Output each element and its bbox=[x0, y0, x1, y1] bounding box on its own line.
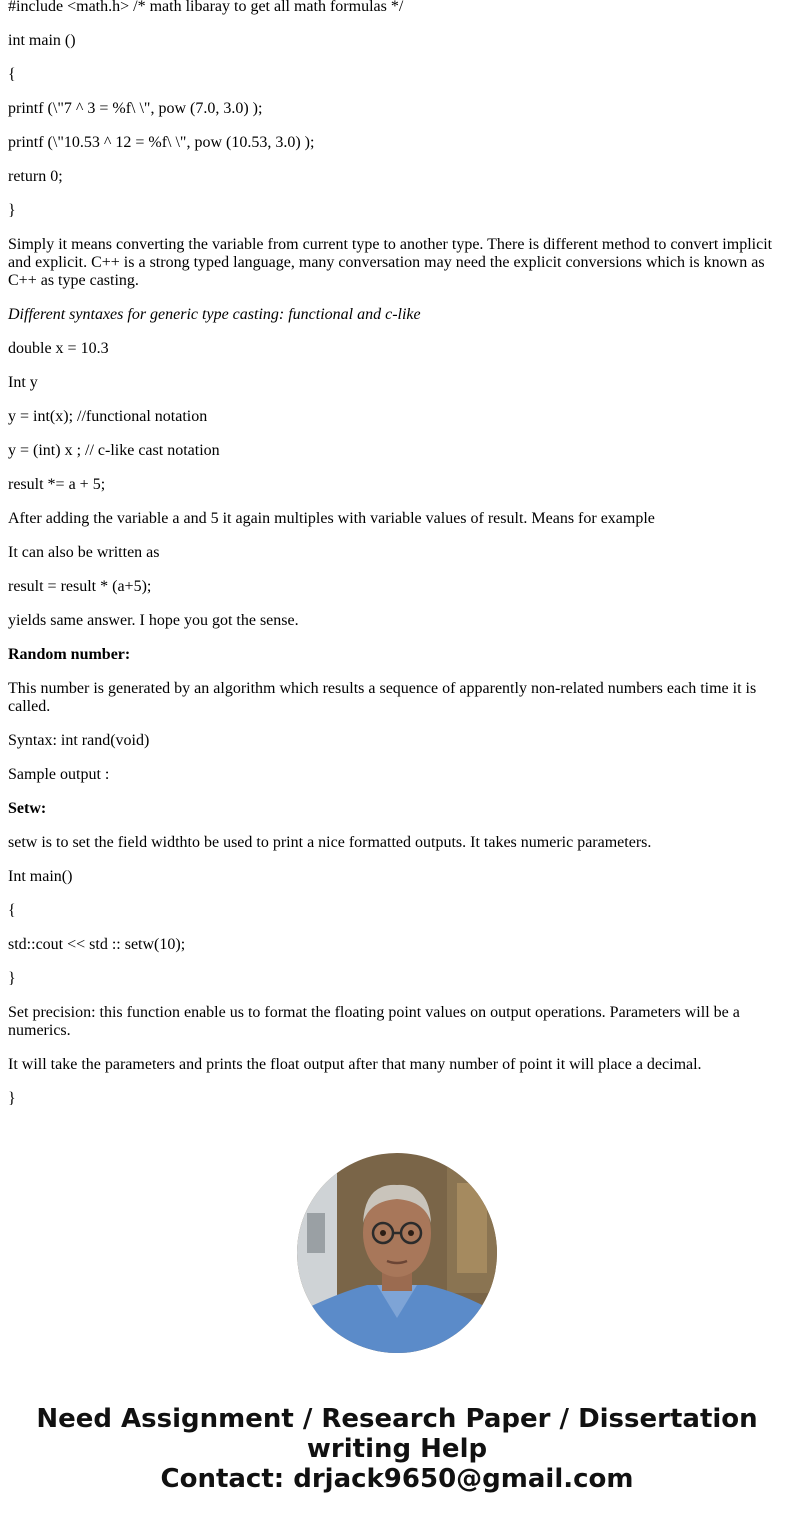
article-paragraph: Random number: bbox=[8, 646, 131, 663]
article-paragraph: { bbox=[8, 66, 16, 83]
article-paragraph: Different syntaxes for generic type casting: functional and c-like bbox=[8, 306, 421, 323]
article-paragraph: setw is to set the field widthto be used to print a nice formatted outputs. It takes numeric parameters. bbox=[8, 834, 652, 851]
article-paragraph: It can also be written as bbox=[8, 544, 160, 561]
article-paragraph: y = (int) x ; // c-like cast notation bbox=[8, 442, 220, 459]
article-body bbox=[8, 0, 786, 1124]
promo-contact: Contact: drjack9650@gmail.com bbox=[160, 1464, 634, 1494]
article-paragraph: Int y bbox=[8, 374, 38, 391]
article-paragraph: This number is generated by an algorithm which results a sequence of apparently non-related numbers each time it is called. bbox=[8, 680, 757, 715]
article-paragraph: } bbox=[8, 202, 16, 219]
article-paragraph: Syntax: int rand(void) bbox=[8, 732, 150, 749]
article-paragraph: yields same answer. I hope you got the sense. bbox=[8, 612, 299, 629]
article-paragraph: printf (\"7 ^ 3 = %f\ \", pow (7.0, 3.0) ); bbox=[8, 100, 263, 117]
article-paragraph: { bbox=[8, 902, 16, 919]
article-paragraph: } bbox=[8, 970, 16, 987]
article-paragraph: Setw: bbox=[8, 800, 47, 817]
article-paragraph: Simply it means converting the variable from current type to another type. There is different method to convert implicit and explicit. C++ is a strong typed language, many conversation may need the explicit conversions which is known as C++ as type casting. bbox=[8, 236, 773, 289]
article-paragraph: return 0; bbox=[8, 168, 63, 185]
article-paragraph: y = int(x); //functional notation bbox=[8, 408, 208, 425]
author-avatar bbox=[297, 1153, 497, 1353]
promo-banner bbox=[0, 1404, 794, 1494]
article-paragraph: } bbox=[8, 1090, 16, 1107]
article-paragraph: Set precision: this function enable us to format the floating point values on output operations. Parameters will be a numerics. bbox=[8, 1004, 740, 1039]
article-paragraph: int main () bbox=[8, 32, 76, 49]
promo-line-1: Need Assignment / Research Paper / Dissertation bbox=[36, 1404, 758, 1434]
promo-line-2: writing Help bbox=[306, 1434, 488, 1464]
article-paragraph: Sample output : bbox=[8, 766, 110, 783]
author-photo-icon bbox=[297, 1153, 497, 1353]
article-paragraph: std::cout << std :: setw(10); bbox=[8, 936, 186, 953]
article-paragraph: Int main() bbox=[8, 868, 73, 885]
article-paragraph: double x = 10.3 bbox=[8, 340, 109, 357]
article-paragraph: printf (\"10.53 ^ 12 = %f\ \", pow (10.53, 3.0) ); bbox=[8, 134, 315, 151]
article-paragraph: After adding the variable a and 5 it again multiples with variable values of result. Means for example bbox=[8, 510, 655, 527]
article-paragraph: #include <math.h> /* math libaray to get all math formulas */ bbox=[8, 0, 404, 15]
article-paragraph: It will take the parameters and prints the float output after that many number of point it will place a decimal. bbox=[8, 1056, 702, 1073]
article-paragraph: result = result * (a+5); bbox=[8, 578, 152, 595]
article-paragraph: result *= a + 5; bbox=[8, 476, 106, 493]
